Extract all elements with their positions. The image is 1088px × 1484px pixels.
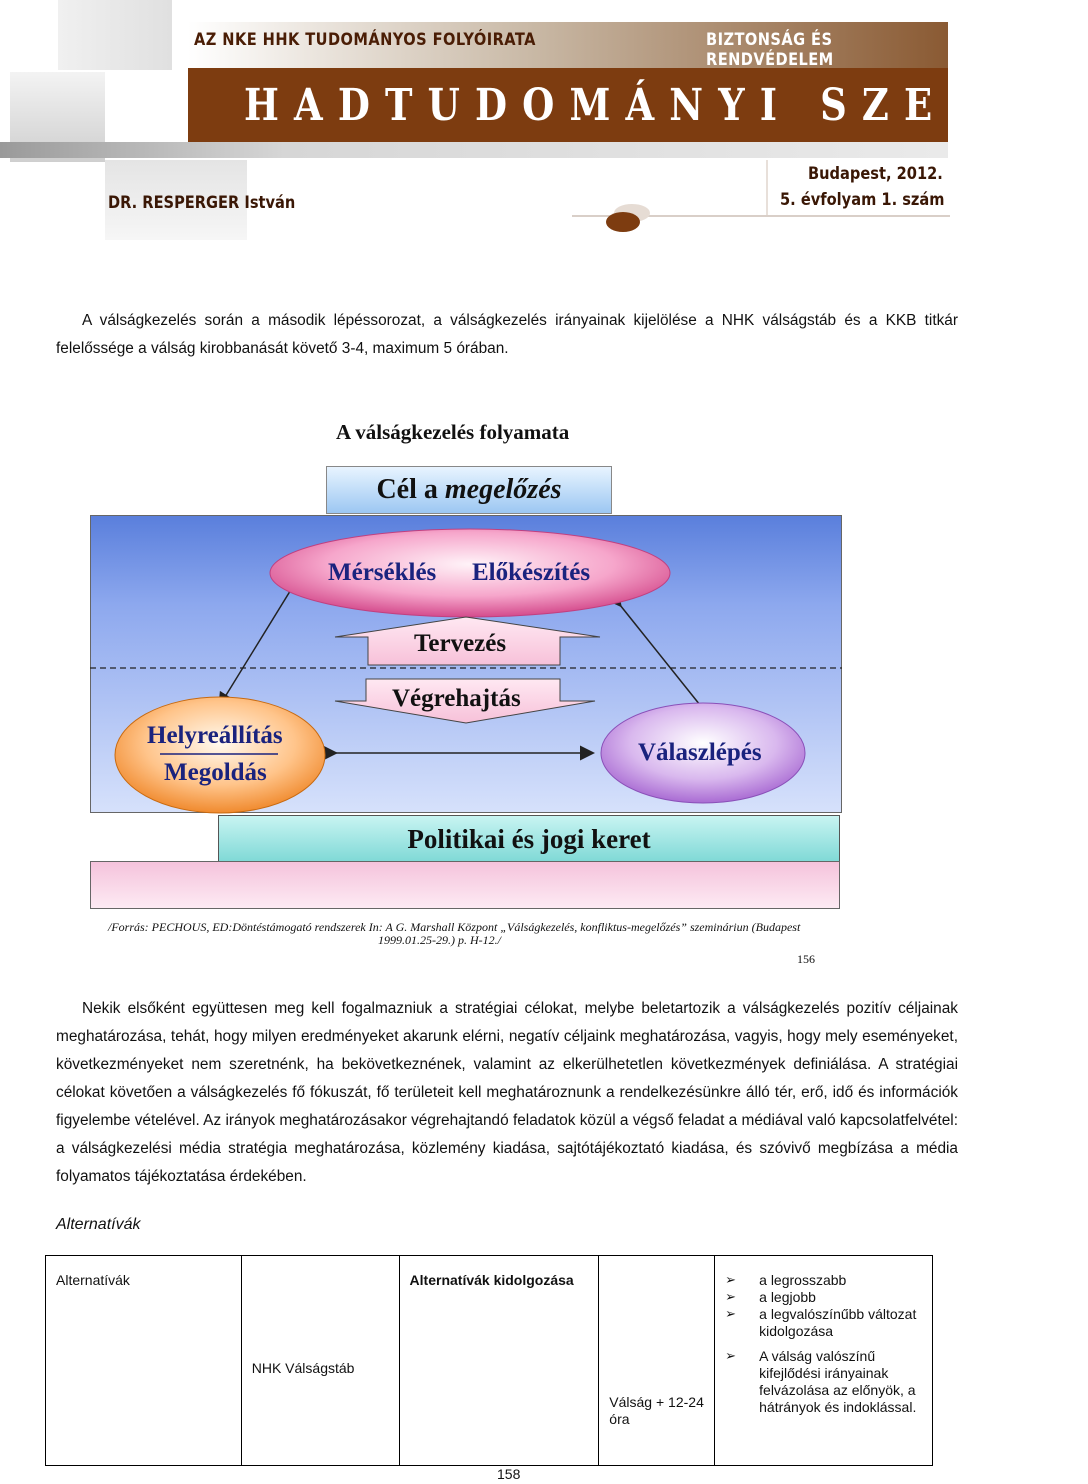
label-execution: Végrehajtás <box>392 685 521 712</box>
base-pink-bar <box>90 861 840 909</box>
label-planning: Tervezés <box>414 630 507 657</box>
header-decoration <box>58 0 172 70</box>
label-recovery: Helyreállítás <box>147 722 283 749</box>
label-mitigation: Mérséklés <box>328 559 437 586</box>
intro-paragraph: A válságkezelés során a második lépéssorozat, a válságkezelés irányainak kijelölése a NHK válságstáb és a KKB titkár felelőssége a válság kirobbanását követő 3-4, maximum 5 órában. <box>56 312 958 357</box>
list-item: ➢ A válság valószínű kifejlődési irányainak felvázolása az előnyök, a hátrányok és indoklással. <box>725 1348 924 1416</box>
cell-text: NHK Válságstáb <box>251 1360 355 1376</box>
label-solution: Megoldás <box>164 759 267 786</box>
alternatives-table <box>45 1255 933 1466</box>
left-ellipse <box>115 697 325 813</box>
issue-number: 5. évfolyam 1. szám <box>780 190 945 210</box>
table-cell-development <box>399 1256 599 1466</box>
list-item: ➢ a legvalószínűbb változat kidolgozása <box>725 1306 924 1340</box>
header-decoration <box>0 142 948 158</box>
figure-page-number: 156 <box>797 952 815 966</box>
table-cell-alternatives <box>46 1256 242 1466</box>
diagram-title: A válságkezelés folyamata <box>336 420 570 444</box>
section-heading: Alternatívák <box>56 1216 141 1233</box>
page-number: 158 <box>497 1466 521 1482</box>
connector-arrow <box>620 605 700 705</box>
figure-source-date: 1999.01.25-29.) p. H-12./ <box>378 933 501 947</box>
label-framework: Politikai és jogi keret <box>407 824 651 854</box>
journal-title: HADTUDOMÁNYI SZEMLE <box>244 80 1088 131</box>
header-divider <box>766 160 768 215</box>
cell-text: Válság + 12-24 óra <box>609 1394 704 1427</box>
list-item: ➢ a legjobb <box>725 1289 924 1306</box>
table-cell-staff <box>241 1256 399 1466</box>
author-name: DR. RESPERGER István <box>108 193 296 213</box>
goal-box <box>326 466 612 514</box>
table-cell-timeframe <box>599 1256 715 1466</box>
base-framework-bar <box>218 815 840 863</box>
table-cell-bullets <box>715 1256 933 1344</box>
header-decoration <box>606 212 640 232</box>
list-item: ➢ a legrosszabb <box>725 1272 924 1289</box>
cell-text: Alternatívák <box>56 1272 130 1288</box>
figure-source: /Forrás: PECHOUS, ED:Döntéstámogató rendszerek In: A G. Marshall Központ „Válságkezelés, konfliktus-megelőzés” szemináriun (Budapest <box>108 920 801 934</box>
place-date: Budapest, 2012. <box>808 164 943 184</box>
journal-subtitle: AZ NKE HHK TUDOMÁNYOS FOLYÓIRATA <box>194 30 536 50</box>
goal-prefix: Cél a <box>376 474 445 505</box>
label-preparation: Előkészítés <box>472 559 591 586</box>
label-response: Válaszlépés <box>638 739 762 766</box>
journal-section: BIZTONSÁG ÉS RENDVÉDELEM <box>706 30 834 70</box>
body-paragraph: Nekik elsőként együttesen meg kell fogalmazniuk a stratégiai célokat, melybe beletartozik a válságkezelés pozitív céljainak meghatározása, tehát, hogy milyen eredményeket akarunk elérni, negatív céljaink meghatározása, vagyis, hogy mely eseményeket, következményeket nem szeretnénk, ha bekövetkeznének, valamint az elkerülhetetlen következmények definiálása. A stratégiai célokat követően a válságkezelés fő fókuszát, fő területeit kell meghatároznunk a rendelkezésünkre álló tér, erő, idő és információk figyelembe vételével. Az irányok meghatározásakor végrehajtandó feladatok közül a végső feladat a médiával való kapcsolatfelvétel: a válságkezelési média stratégia meghatározása, közlemény kiadása, sajtótájékoztató kiadása, és szóvivő megbízása a média folyamatos tájékoztatása érdekében. <box>56 1000 958 1185</box>
goal-emphasis: megelőzés <box>444 474 562 505</box>
table-cell-bullets <box>715 1344 933 1466</box>
connector-arrow <box>220 575 300 705</box>
cell-text: Alternatívák kidolgozása <box>409 1272 574 1288</box>
